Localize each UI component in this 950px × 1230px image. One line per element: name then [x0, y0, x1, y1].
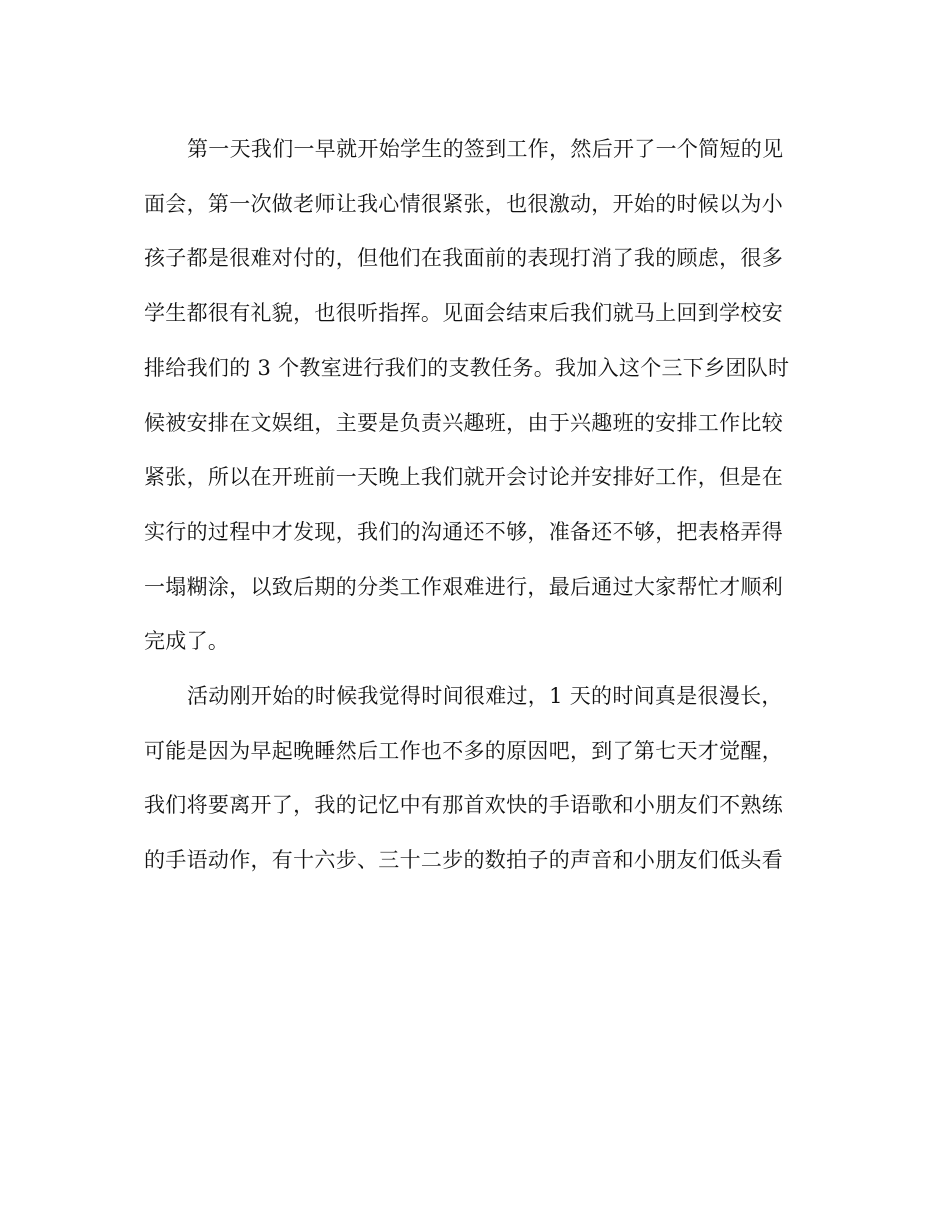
paragraph-line: 我们将要离开了，我的记忆中有那首欢快的手语歌和小朋友们不熟练: [144, 793, 783, 818]
document-body: [144, 122, 806, 888]
paragraph-line: 排给我们的 3 个教室进行我们的支教任务。我加入这个三下乡团队时: [144, 355, 790, 380]
paragraph-line: 第一天我们一早就开始学生的签到工作，然后开了一个简短的见: [187, 137, 784, 161]
paragraph-line: 活动刚开始的时候我觉得时间很难过，1 天的时间真是很漫长，: [187, 684, 783, 709]
paragraph-2: [144, 669, 806, 888]
paragraph-line: 学生都很有礼貌，也很听指挥。见面会结束后我们就马上回到学校安: [144, 301, 783, 326]
paragraph-1: [144, 122, 806, 669]
paragraph-line: 孩子都是很难对付的，但他们在我面前的表现打消了我的顾虑，很多: [144, 246, 783, 271]
paragraph-line: 可能是因为早起晚睡然后工作也不多的原因吧，到了第七天才觉醒，: [144, 738, 783, 763]
paragraph-line: 一塌糊涂，以致后期的分类工作艰难进行，最后通过大家帮忙才顺利: [144, 574, 783, 599]
paragraph-line: 面会，第一次做老师让我心情很紧张，也很激动，开始的时候以为小: [144, 191, 783, 216]
paragraph-line: 候被安排在文娱组，主要是负责兴趣班，由于兴趣班的安排工作比较: [144, 410, 783, 435]
paragraph-line: 的手语动作，有十六步、三十二步的数拍子的声音和小朋友们低头看: [144, 848, 783, 873]
paragraph-line: 完成了。: [144, 629, 230, 654]
paragraph-line: 实行的过程中才发现，我们的沟通还不够，准备还不够，把表格弄得: [144, 519, 783, 544]
paragraph-line: 紧张，所以在开班前一天晚上我们就开会讨论并安排好工作，但是在: [144, 465, 783, 490]
